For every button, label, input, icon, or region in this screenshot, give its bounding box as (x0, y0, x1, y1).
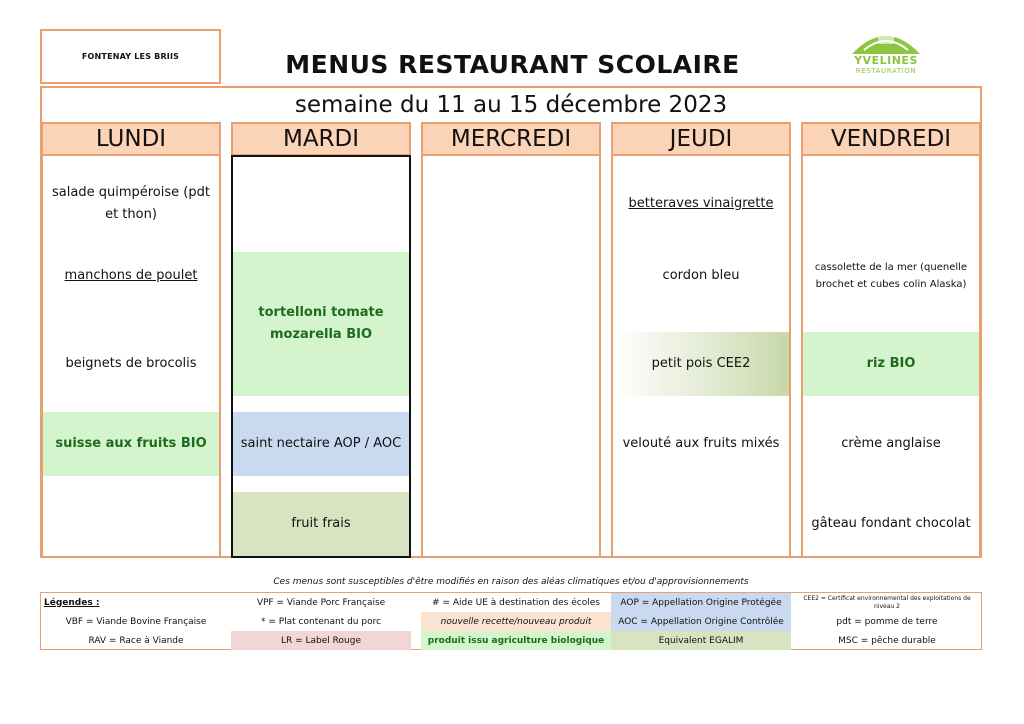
day-header-mardi: MARDI (231, 122, 411, 156)
legend-vpf: VPF = Viande Porc Française (256, 597, 386, 608)
menu-item-main: manchons de poulet (64, 268, 198, 283)
legend-msc: MSC = pêche durable (838, 635, 936, 646)
legend-ue: # = Aide UE à destination des écoles (432, 597, 600, 608)
logo-line2: RESTAURATION (855, 67, 917, 75)
mardi-highlight-outline (231, 155, 411, 558)
legend-porc: * = Plat contenant du porc (260, 616, 382, 627)
disclaimer: Ces menus sont susceptibles d'être modifiés en raison des aléas climatiques et/ou d'approvisionnements (273, 577, 749, 587)
day-column-lundi (41, 155, 221, 558)
day-header-mercredi: MERCREDI (421, 122, 601, 156)
menu-item-main: cassolette de la mer (quenelle brochet et cubes colin Alaska) (814, 262, 968, 290)
day-column-mercredi (421, 155, 601, 558)
legend-vbf: VBF = Viande Bovine Française (65, 616, 207, 627)
legend-pdt: pdt = pomme de terre (836, 616, 938, 627)
menu-item-side: petit pois CEE2 (613, 332, 789, 396)
day-column-vendredi (801, 155, 981, 558)
place-box (40, 29, 221, 84)
legend-bio: produit issu agriculture biologique (421, 631, 611, 650)
legend-rav: RAV = Race à Viande (88, 635, 184, 646)
menu-item-main: tortelloni tomate mozarella BIO (233, 252, 409, 396)
legend-aoc: AOC = Appellation Origine Contrôlée (611, 612, 791, 631)
menu-item-dairy: suisse aux fruits BIO (43, 412, 219, 476)
legend-lr: LR = Label Rouge (231, 631, 411, 650)
menu-item-dairy: crème anglaise (841, 436, 941, 451)
legend-aop: AOP = Appellation Origine Protégée (611, 593, 791, 612)
menu-item-dairy: saint nectaire AOP / AOC (233, 412, 409, 476)
day-header-lundi: LUNDI (41, 122, 221, 156)
menu-item-dessert: fruit frais (233, 492, 409, 556)
menu-item-side: beignets de brocolis (65, 356, 197, 371)
page-title: MENUS RESTAURANT SCOLAIRE (285, 50, 740, 79)
legend-egalim: Equivalent EGALIM (611, 631, 791, 650)
day-header-vendredi: VENDREDI (801, 122, 981, 156)
logo-line1: YVELINES (854, 54, 918, 67)
week-label: semaine du 11 au 15 décembre 2023 (294, 92, 728, 118)
week-banner (40, 86, 982, 122)
day-header-jeudi: JEUDI (611, 122, 791, 156)
menu-item-starter: salade quimpéroise (pdt et thon) (52, 185, 210, 222)
legend-cee2: CEE2 = Certificat environnemental des exploitations de niveau 2 (803, 594, 971, 610)
menu-item-starter: betteraves vinaigrette (628, 196, 774, 211)
legend-table (40, 592, 982, 650)
menu-item-main: cordon bleu (662, 268, 740, 283)
legend-nouveau: nouvelle recette/nouveau produit (421, 612, 611, 631)
day-column-jeudi (611, 155, 791, 558)
menu-item-side: riz BIO (803, 332, 979, 396)
place-name: FONTENAY LES BRIIS (81, 52, 180, 61)
menu-item-dessert: gâteau fondant chocolat (811, 516, 971, 531)
legend-title: Légendes : (44, 597, 100, 608)
menu-item-dessert: velouté aux fruits mixés (622, 436, 780, 451)
